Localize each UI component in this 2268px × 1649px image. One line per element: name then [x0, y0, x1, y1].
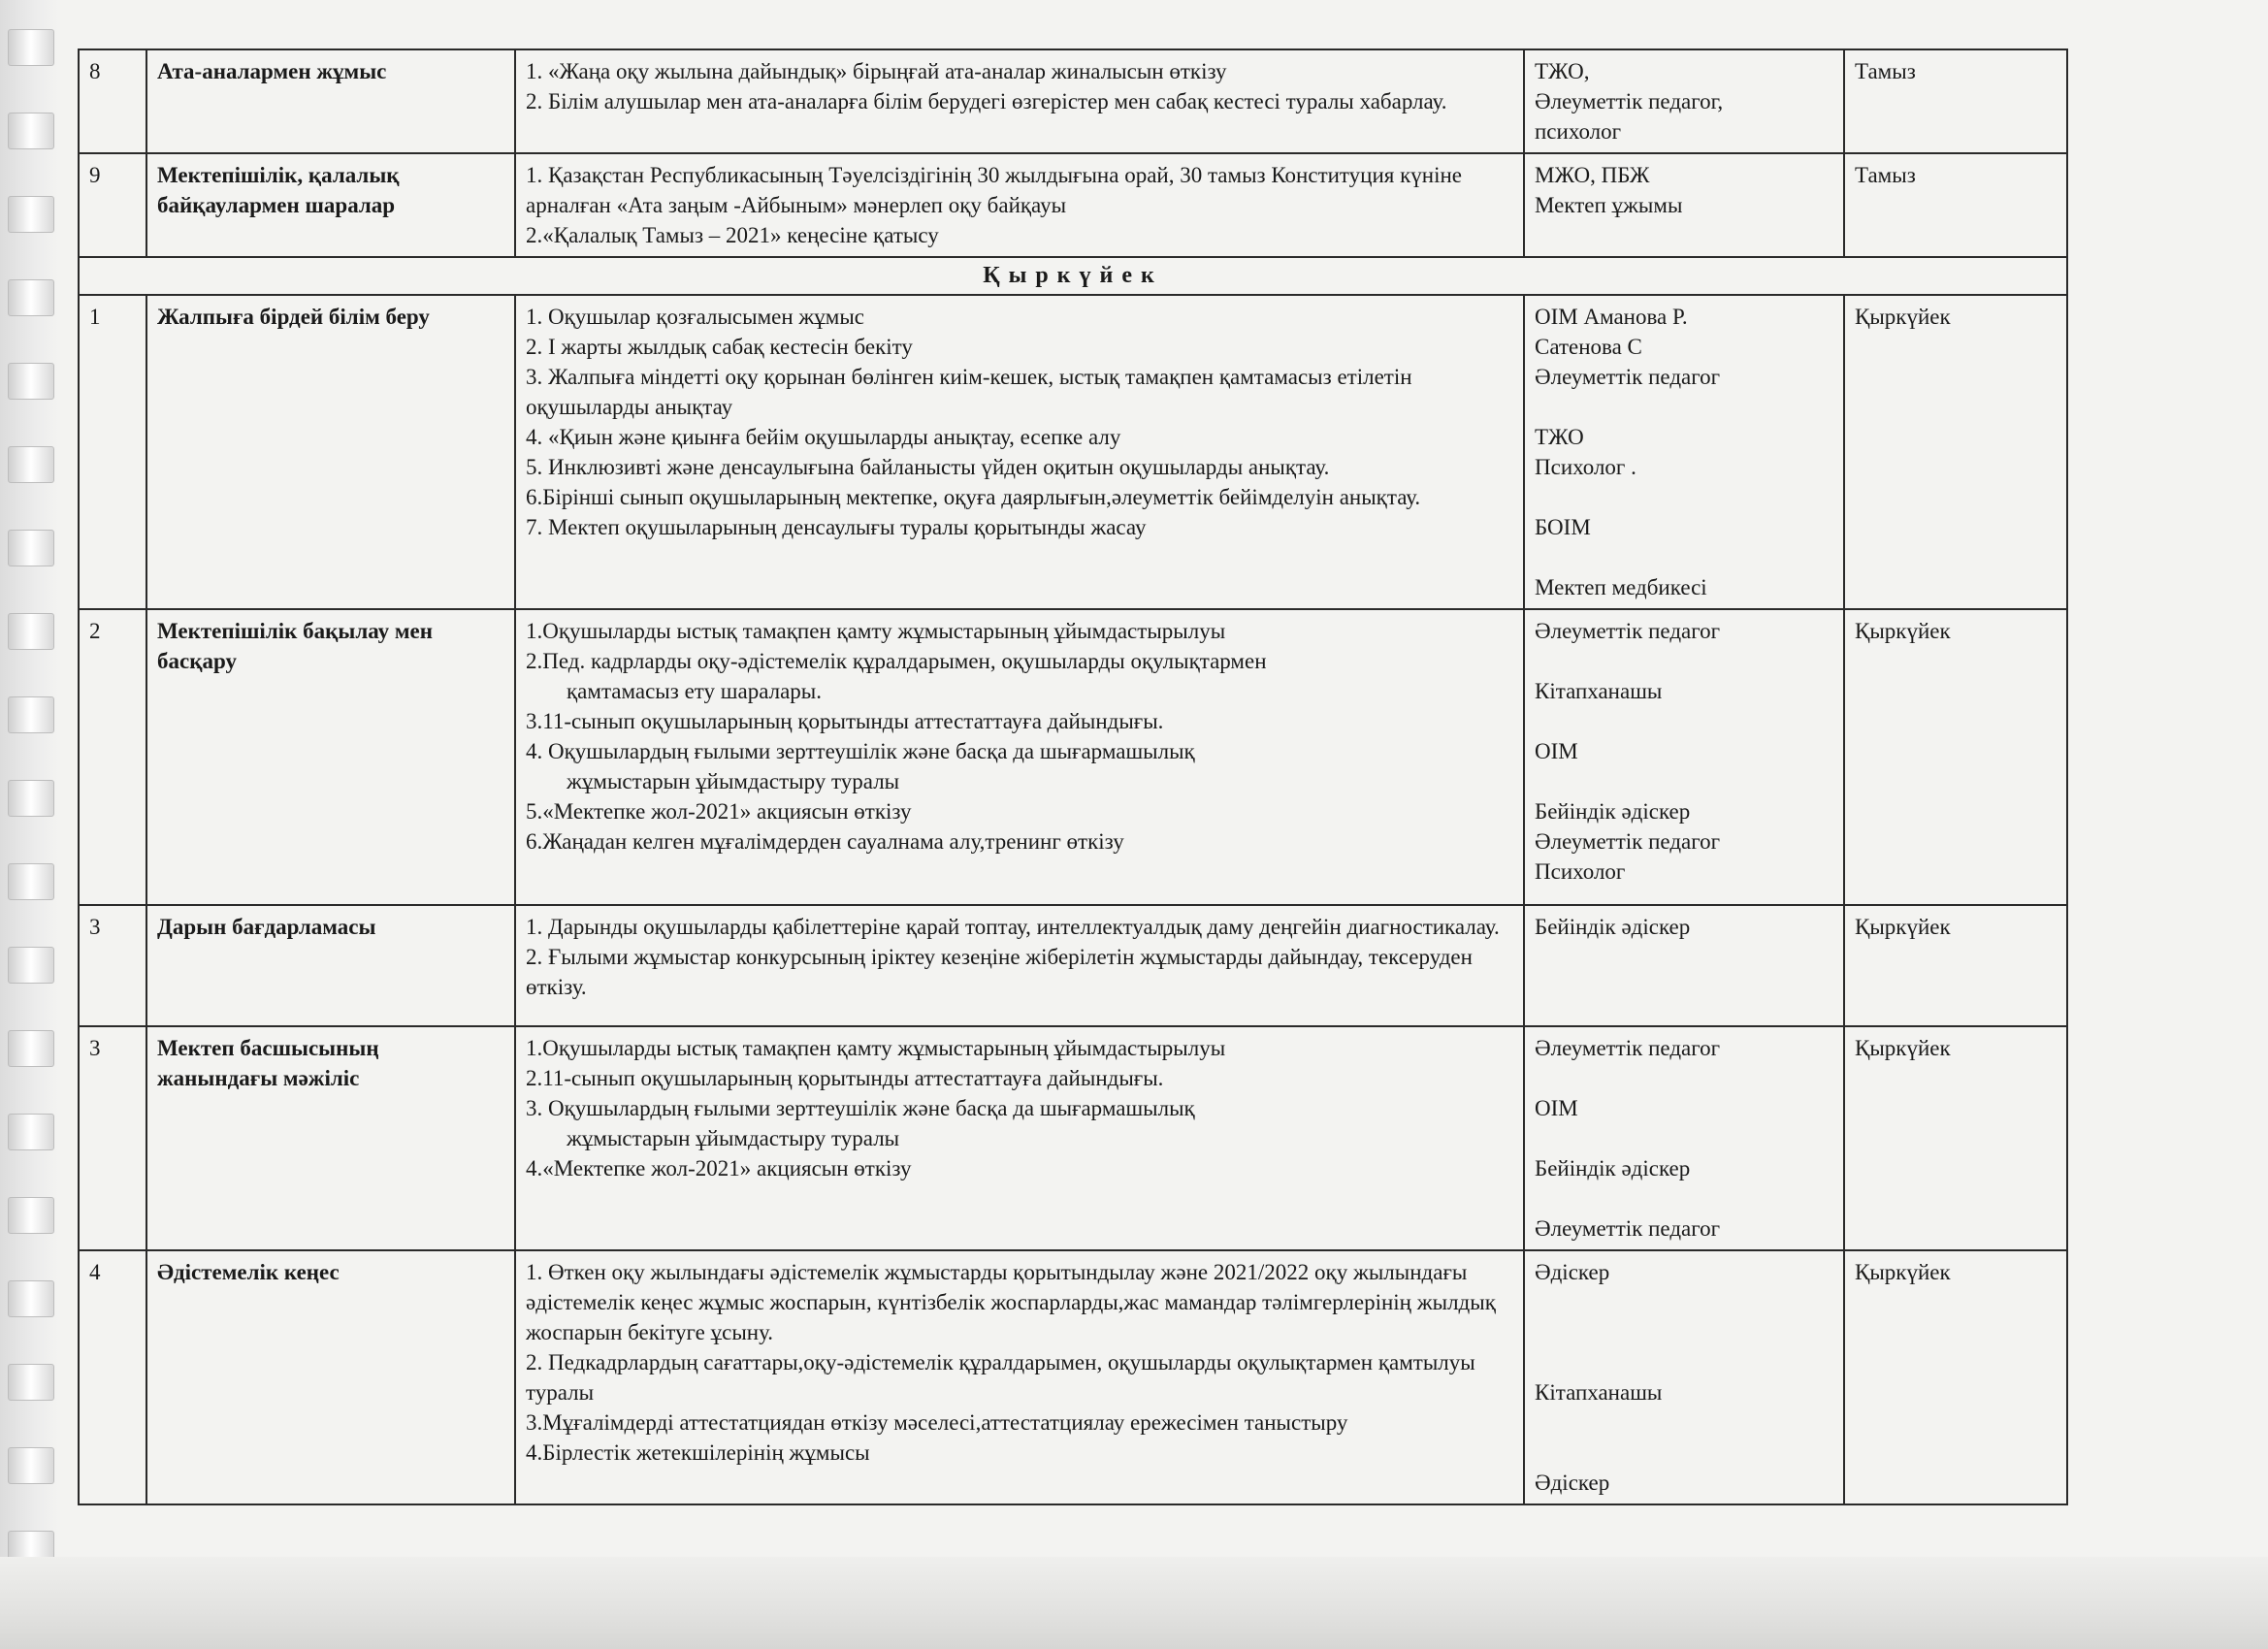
responsible-person	[1535, 766, 1833, 796]
activity-title: Жалпыға бірдей білім беру	[146, 295, 515, 609]
spiral-ring	[8, 613, 54, 650]
responsible-person: Кітапханашы	[1535, 679, 1663, 704]
spiral-ring	[8, 29, 54, 66]
responsible-cell	[1524, 49, 1844, 153]
responsible-person: Бейіндік әдіскер	[1535, 1156, 1691, 1181]
spiral-ring	[8, 863, 54, 900]
responsible-person: Әлеуметтік педагог	[1535, 364, 1721, 389]
responsible-person: ОІМ	[1535, 1096, 1578, 1121]
plan-table-body	[79, 49, 2067, 1504]
activity-item: 1.Оқушыларды ыстық тамақпен қамту жұмыстарының ұйымдастырылуы	[526, 1036, 1226, 1060]
spiral-ring	[8, 947, 54, 984]
paper-bottom-edge	[0, 1557, 2268, 1649]
plan-row	[79, 49, 2067, 153]
responsible-person: ТЖО,	[1535, 59, 1590, 83]
spiral-ring	[8, 1030, 54, 1067]
spiral-ring	[8, 1280, 54, 1317]
activity-item: қамтамасыз ету шаралары.	[567, 679, 823, 704]
activity-item: 2.«Қалалық Тамыз – 2021» кеңесіне қатысу	[526, 223, 939, 248]
responsible-person	[1535, 392, 1833, 422]
work-plan-table	[78, 48, 2068, 1505]
spiral-ring	[8, 1364, 54, 1401]
responsible-cell	[1524, 609, 1844, 905]
row-number: 1	[79, 295, 146, 609]
activity-item: 1. Дарынды оқушыларды қабілеттеріне қарай топтау, интеллектуалдық даму деңгейін диагностикалау.	[526, 915, 1500, 939]
activity-item: 2. Білім алушылар мен ата-аналарға білім берудегі өзгерістер мен сабақ кестесі туралы хабарлау.	[526, 89, 1447, 114]
responsible-person: ТЖО	[1535, 424, 1584, 449]
month-section-row	[79, 257, 2067, 294]
activity-item: 2.11-сынып оқушыларының қорытынды аттестаттауға дайындығы.	[526, 1066, 1164, 1091]
activity-item: 2. І жарты жылдық сабақ кестесін бекіту	[526, 334, 913, 359]
deadline-month: Тамыз	[1844, 49, 2067, 153]
spiral-ring	[8, 780, 54, 817]
spiral-ring	[8, 196, 54, 233]
responsible-person: МЖО, ПБЖ	[1535, 163, 1650, 188]
row-number: 8	[79, 49, 146, 153]
spiral-ring	[8, 530, 54, 566]
responsible-cell	[1524, 1026, 1844, 1250]
activity-item: 3.11-сынып оқушыларының қорытынды аттестаттауға дайындығы.	[526, 709, 1164, 734]
responsible-person	[1535, 1123, 1833, 1153]
activity-title: Әдістемелік кеңес	[146, 1250, 515, 1504]
spiral-ring	[8, 1447, 54, 1484]
activity-item: 4.«Мектепке жол-2021» акциясын өткізу	[526, 1156, 912, 1181]
activity-item: 4.Бірлестік жетекшілерінің жұмысы	[526, 1440, 870, 1466]
responsible-person: психолог	[1535, 119, 1622, 145]
row-number: 2	[79, 609, 146, 905]
plan-row	[79, 1026, 2067, 1250]
activity-item: жұмыстарын ұйымдастыру туралы	[567, 1126, 900, 1151]
responsible-person: Психолог .	[1535, 454, 1636, 479]
plan-row	[79, 153, 2067, 257]
activity-content	[515, 1250, 1524, 1504]
responsible-person	[1535, 1438, 1833, 1468]
spiral-ring	[8, 279, 54, 316]
responsible-person: Мектеп ұжымы	[1535, 193, 1683, 218]
responsible-person: Әдіскер	[1535, 1260, 1610, 1285]
responsible-person	[1535, 1287, 1833, 1317]
responsible-person	[1535, 646, 1833, 676]
row-number: 3	[79, 1026, 146, 1250]
activity-title: Мектеп басшысының жанындағы мәжіліс	[146, 1026, 515, 1250]
responsible-person	[1535, 1347, 1833, 1377]
activity-title: Мектепішілік, қалалық байқаулармен шаралар	[146, 153, 515, 257]
plan-row	[79, 609, 2067, 905]
activity-content	[515, 295, 1524, 609]
plan-row	[79, 295, 2067, 609]
deadline-month: Қыркүйек	[1844, 1026, 2067, 1250]
activity-content	[515, 1026, 1524, 1250]
activity-title: Ата-аналармен жұмыс	[146, 49, 515, 153]
responsible-person: Психолог	[1535, 859, 1626, 885]
activity-item: 1. Қазақстан Республикасының Тәуелсіздігінің 30 жылдығына орай, 30 тамыз Конституция күніне арналған «Ата заңым -Айбыным» мәнерлеп оқу байқауы	[526, 163, 1463, 218]
activity-content	[515, 49, 1524, 153]
activity-title: Мектепішілік бақылау мен басқару	[146, 609, 515, 905]
activity-item: 6.Бірінші сынып оқушыларының мектепке, оқуға даярлығын,әлеуметтік бейімделуін анықтау.	[526, 484, 1421, 509]
deadline-month: Қыркүйек	[1844, 905, 2067, 1026]
deadline-month: Қыркүйек	[1844, 609, 2067, 905]
activity-item: 4. Оқушылардың ғылыми зерттеушілік және басқа да шығармашылық	[526, 739, 1195, 764]
row-number: 4	[79, 1250, 146, 1504]
row-number: 9	[79, 153, 146, 257]
spiral-ring	[8, 363, 54, 400]
activity-item: 3. Оқушылардың ғылыми зерттеушілік және басқа да шығармашылық	[526, 1096, 1195, 1121]
responsible-person: Кітапханашы	[1535, 1380, 1663, 1406]
responsible-person	[1535, 706, 1833, 736]
activity-item: 3. Жалпыға міндетті оқу қорынан бөлінген киім-кешек, ыстық тамақпен қамтамасыз етілетін оқушыларды анықтау	[526, 364, 1412, 419]
responsible-person: ОІМ Аманова Р.	[1535, 304, 1688, 329]
responsible-person: Әлеуметтік педагог	[1535, 1216, 1721, 1242]
responsible-cell	[1524, 153, 1844, 257]
spiral-ring	[8, 1197, 54, 1234]
responsible-person	[1535, 482, 1833, 512]
activity-item: 4. «Қиын және қиынға бейім оқушыларды анықтау, есепке алу	[526, 424, 1121, 449]
row-number: 3	[79, 905, 146, 1026]
activity-item: 5.«Мектепке жол-2021» акциясын өткізу	[526, 799, 912, 824]
activity-item: 3.Мұғалімдерді аттестатциядан өткізу мәселесі,аттестатциялау ережесімен таныстыру	[526, 1410, 1348, 1436]
responsible-person: БОІМ	[1535, 514, 1591, 539]
month-section-header: Қыркүйек	[79, 257, 2067, 294]
responsible-person	[1535, 1407, 1833, 1438]
responsible-cell	[1524, 905, 1844, 1026]
plan-row	[79, 1250, 2067, 1504]
responsible-person: Әдіскер	[1535, 1471, 1610, 1496]
activity-item: 7. Мектеп оқушыларының денсаулығы туралы қорытынды жасау	[526, 515, 1147, 539]
activity-item: 1.Оқушыларды ыстық тамақпен қамту жұмыстарының ұйымдастырылуы	[526, 619, 1226, 643]
activity-content	[515, 153, 1524, 257]
responsible-person: Әлеуметтік педагог	[1535, 829, 1721, 855]
spiral-ring	[8, 696, 54, 733]
activity-item: 5. Инклюзивті және денсаулығына байланысты үйден оқитын оқушыларды анықтау.	[526, 454, 1330, 479]
activity-item: 1. Оқушылар қозғалысымен жұмыс	[526, 304, 865, 329]
activity-item: 2.Пед. кадрларды оқу-әдістемелік құралдарымен, оқушыларды оқулықтармен	[526, 649, 1267, 674]
activity-item: жұмыстарын ұйымдастыру туралы	[567, 769, 900, 794]
spiral-ring	[8, 446, 54, 483]
responsible-person: ОІМ	[1535, 739, 1578, 764]
activity-content	[515, 609, 1524, 905]
spiral-ring	[8, 113, 54, 149]
responsible-person: Бейіндік әдіскер	[1535, 915, 1691, 939]
responsible-person: Мектеп медбикесі	[1535, 574, 1707, 599]
plan-row	[79, 905, 2067, 1026]
responsible-cell	[1524, 295, 1844, 609]
responsible-person: Әлеуметтік педагог,	[1535, 89, 1724, 114]
activity-item: 1. Өткен оқу жылындағы әдістемелік жұмыстарды қорытындылау және 2021/2022 оқу жылындағы әдістемелік кеңес жұмыс жоспарын, күнтізбелік жоспарларды,жас мамандар тәлімгерлерінің жылдық жоспарын бекітуге ұсыну.	[526, 1260, 1496, 1345]
deadline-month: Қыркүйек	[1844, 1250, 2067, 1504]
deadline-month: Қыркүйек	[1844, 295, 2067, 609]
deadline-month: Тамыз	[1844, 153, 2067, 257]
spiral-ring	[8, 1114, 54, 1150]
responsible-person: Әлеуметтік педагог	[1535, 619, 1721, 643]
responsible-person	[1535, 542, 1833, 572]
activity-item: 2. Ғылыми жұмыстар конкурсының іріктеу кезеңіне жіберілетін жұмыстарды дайындау, тексеруден өткізу.	[526, 945, 1473, 1000]
activity-item: 2. Педкадрлардың сағаттары,оқу-әдістемелік құралдарымен, оқушыларды оқулықтармен қамтылуы туралы	[526, 1350, 1475, 1406]
activity-title: Дарын бағдарламасы	[146, 905, 515, 1026]
responsible-cell	[1524, 1250, 1844, 1504]
responsible-person	[1535, 1183, 1833, 1213]
activity-item: 6.Жаңадан келген мұғалімдерден сауалнама алу,тренинг өткізу	[526, 829, 1124, 855]
responsible-person: Әлеуметтік педагог	[1535, 1036, 1721, 1060]
activity-item: 1. «Жаңа оқу жылына дайындық» бірыңғай ата-аналар жиналысын өткізу	[526, 59, 1227, 83]
activity-content	[515, 905, 1524, 1026]
responsible-person	[1535, 1063, 1833, 1093]
spiral-binding	[0, 0, 58, 1649]
responsible-person: Сатенова С	[1535, 334, 1642, 359]
responsible-person	[1535, 1317, 1833, 1347]
responsible-person: Бейіндік әдіскер	[1535, 799, 1691, 824]
